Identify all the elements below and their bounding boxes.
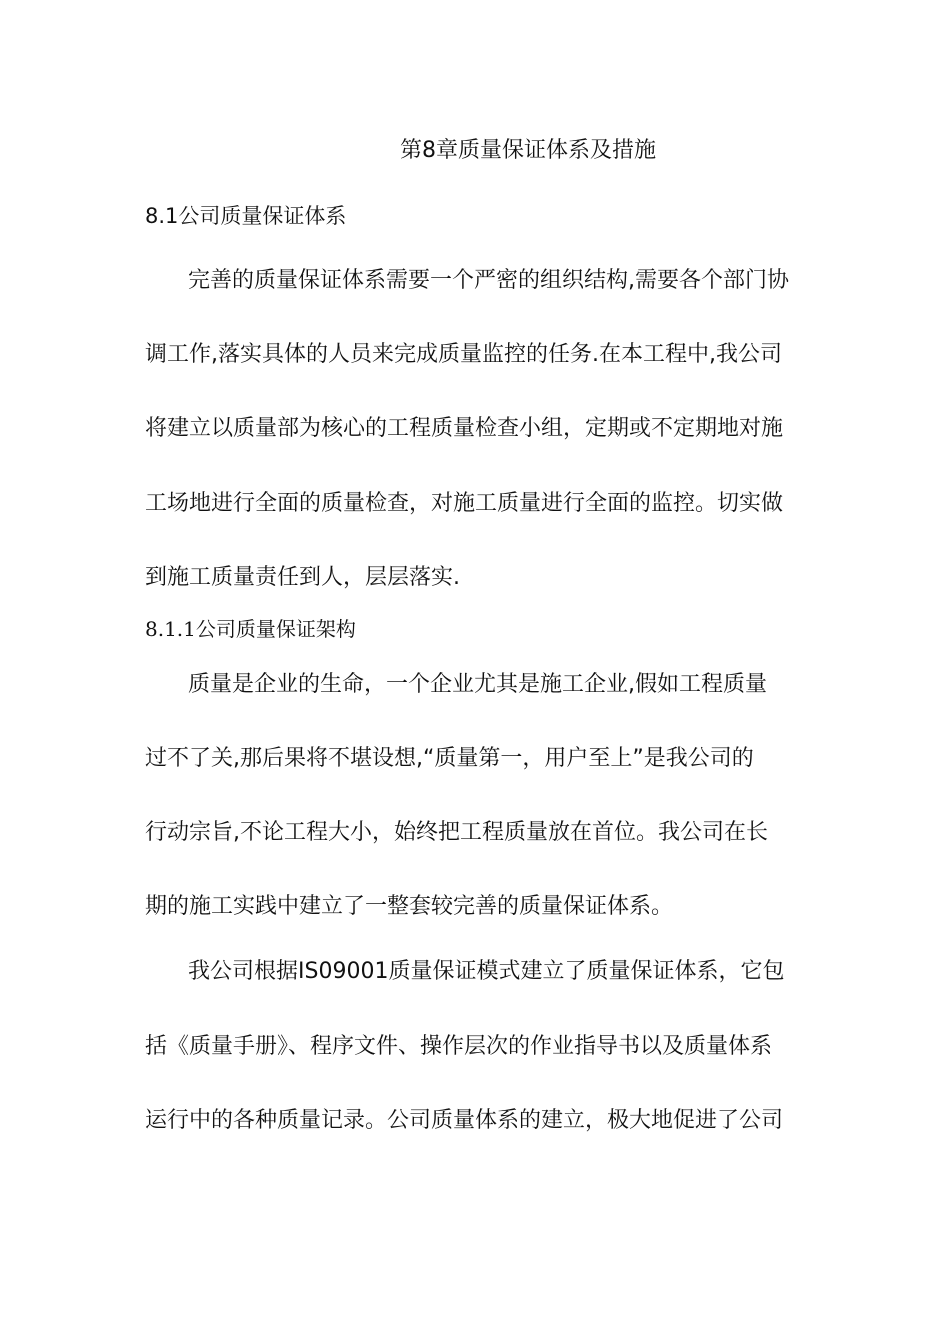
paragraph-line: 完善的质量保证体系需要一个严密的组织结构,需要各个部门协 — [188, 268, 789, 293]
chapter-title: 第8章质量保证体系及措施 — [400, 138, 656, 163]
paragraph-line: 过不了关,那后果将不堪设想,“质量第一，用户至上”是我公司的 — [145, 746, 754, 771]
paragraph-line: 到施工质量责任到人，层层落实. — [145, 565, 460, 590]
paragraph-line: 质量是企业的生命，一个企业尤其是施工企业,假如工程质量 — [188, 672, 767, 697]
paragraph-line: 期的施工实践中建立了一整套较完善的质量保证体系。 — [145, 894, 674, 919]
paragraph-line: 括《质量手册》、程序文件、操作层次的作业指导书以及质量体系 — [145, 1034, 773, 1059]
paragraph-line: 运行中的各种质量记录。公司质量体系的建立，极大地促进了公司 — [145, 1108, 784, 1133]
paragraph-line: 我公司根据IS09001质量保证模式建立了质量保证体系，它包 — [188, 959, 785, 984]
subsection-heading: 8.1.1公司质量保证架构 — [145, 617, 356, 641]
paragraph-line: 工场地进行全面的质量检查，对施工质量进行全面的监控。切实做 — [145, 491, 784, 516]
paragraph-line: 行动宗旨,不论工程大小，始终把工程质量放在首位。我公司在长 — [145, 820, 768, 845]
section-heading: 8.1公司质量保证体系 — [145, 204, 347, 228]
paragraph-line: 将建立以质量部为核心的工程质量检查小组，定期或不定期地对施 — [145, 416, 784, 441]
paragraph-line: 调工作,落实具体的人员来完成质量监控的任务.在本工程中,我公司 — [145, 342, 782, 367]
